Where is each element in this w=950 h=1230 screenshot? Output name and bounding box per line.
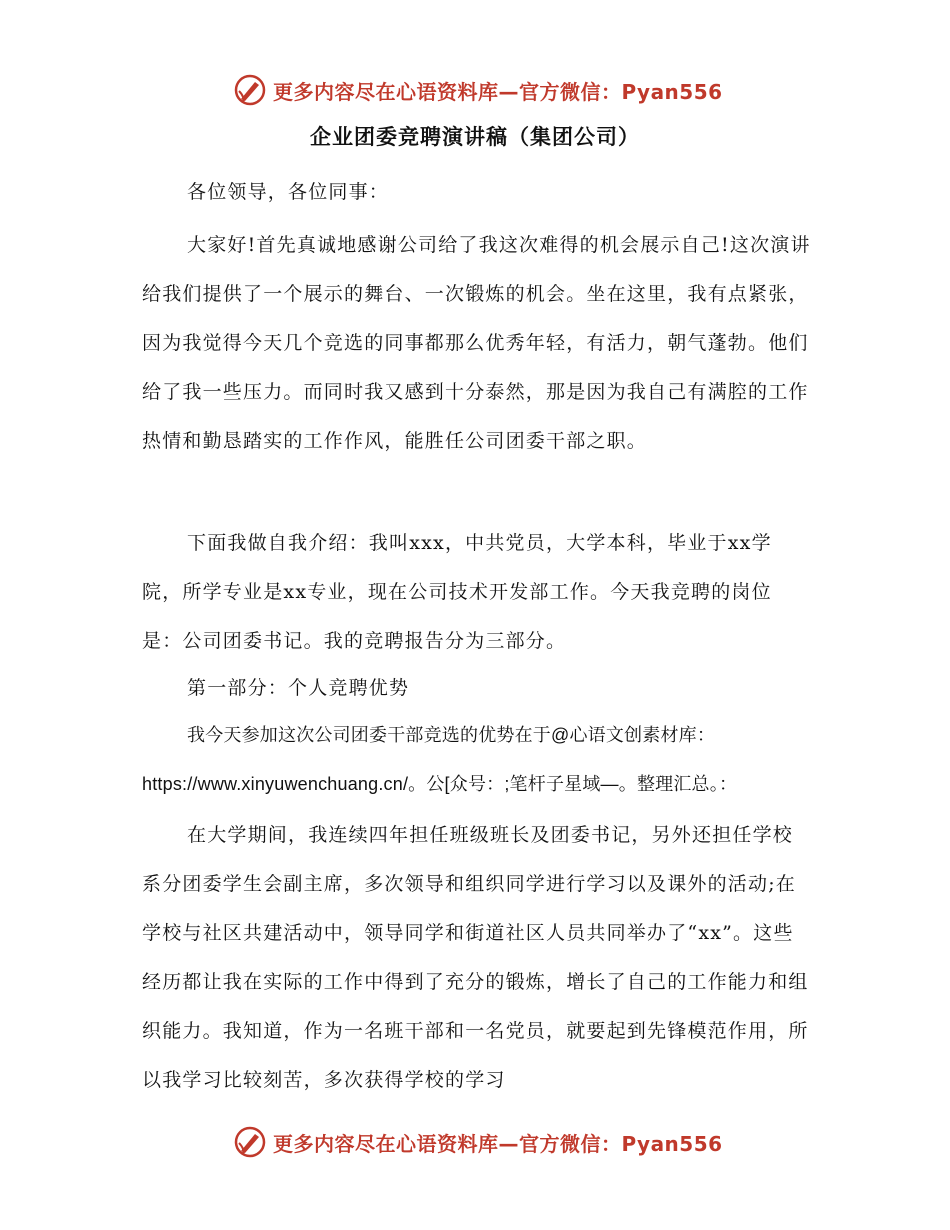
pen-logo-icon — [233, 73, 267, 107]
section-heading: 第一部分：个人竞聘优势 — [187, 677, 410, 699]
pen-logo-icon — [233, 1125, 267, 1159]
banner-text: 更多内容尽在心语资料库—官方微信：Pyan556 — [273, 1131, 723, 1156]
advantage-paragraph: 我今天参加这次公司团委干部竞选的优势在于@心语文创素材库：https://www.xinyuwenchuang.cn/。公[众号：;笔杆子星域—。整理汇总。： — [142, 725, 738, 794]
university-experience-paragraph: 在大学期间，我连续四年担任班级班长及团委书记，另外还担任学校系分团委学生会副主席，多次领导和组织同学进行学习以及课外的活动;在学校与社区共建活动中，领导同学和街道社区人员共同举办了“xx”。这些经历都让我在实际的工作中得到了充分的锻炼，增长了自己的工作能力和组织能力。我知道，作为一名班干部和一名党员，就要起到先锋模范作用，所以我学习比较刻苦，多次获得学校的学习 — [142, 824, 809, 1091]
banner-text: 更多内容尽在心语资料库—官方微信：Pyan556 — [273, 79, 723, 104]
intro-paragraph: 大家好!首先真诚地感谢公司给了我这次难得的机会展示自己!这次演讲给我们提供了一个展示的舞台、一次锻炼的机会。坐在这里，我有点紧张，因为我觉得今天几个竞选的同事都那么优秀年轻，有活力，朝气蓬勃。他们给了我一些压力。而同时我又感到十分泰然，那是因为我自己有满腔的工作热情和勤恳踏实的工作作风，能胜任公司团委干部之职。 — [142, 234, 811, 452]
header-banner — [233, 70, 723, 110]
page-title: 企业团委竞聘演讲稿（集团公司） — [310, 124, 640, 149]
salutation-paragraph: 各位领导，各位同事： — [187, 181, 390, 203]
footer-banner — [233, 1122, 723, 1162]
self-introduction-paragraph: 下面我做自我介绍：我叫xxx，中共党员，大学本科，毕业于xx学院，所学专业是xx专业，现在公司技术开发部工作。今天我竞聘的岗位是：公司团委书记。我的竞聘报告分为三部分。 — [142, 532, 772, 652]
